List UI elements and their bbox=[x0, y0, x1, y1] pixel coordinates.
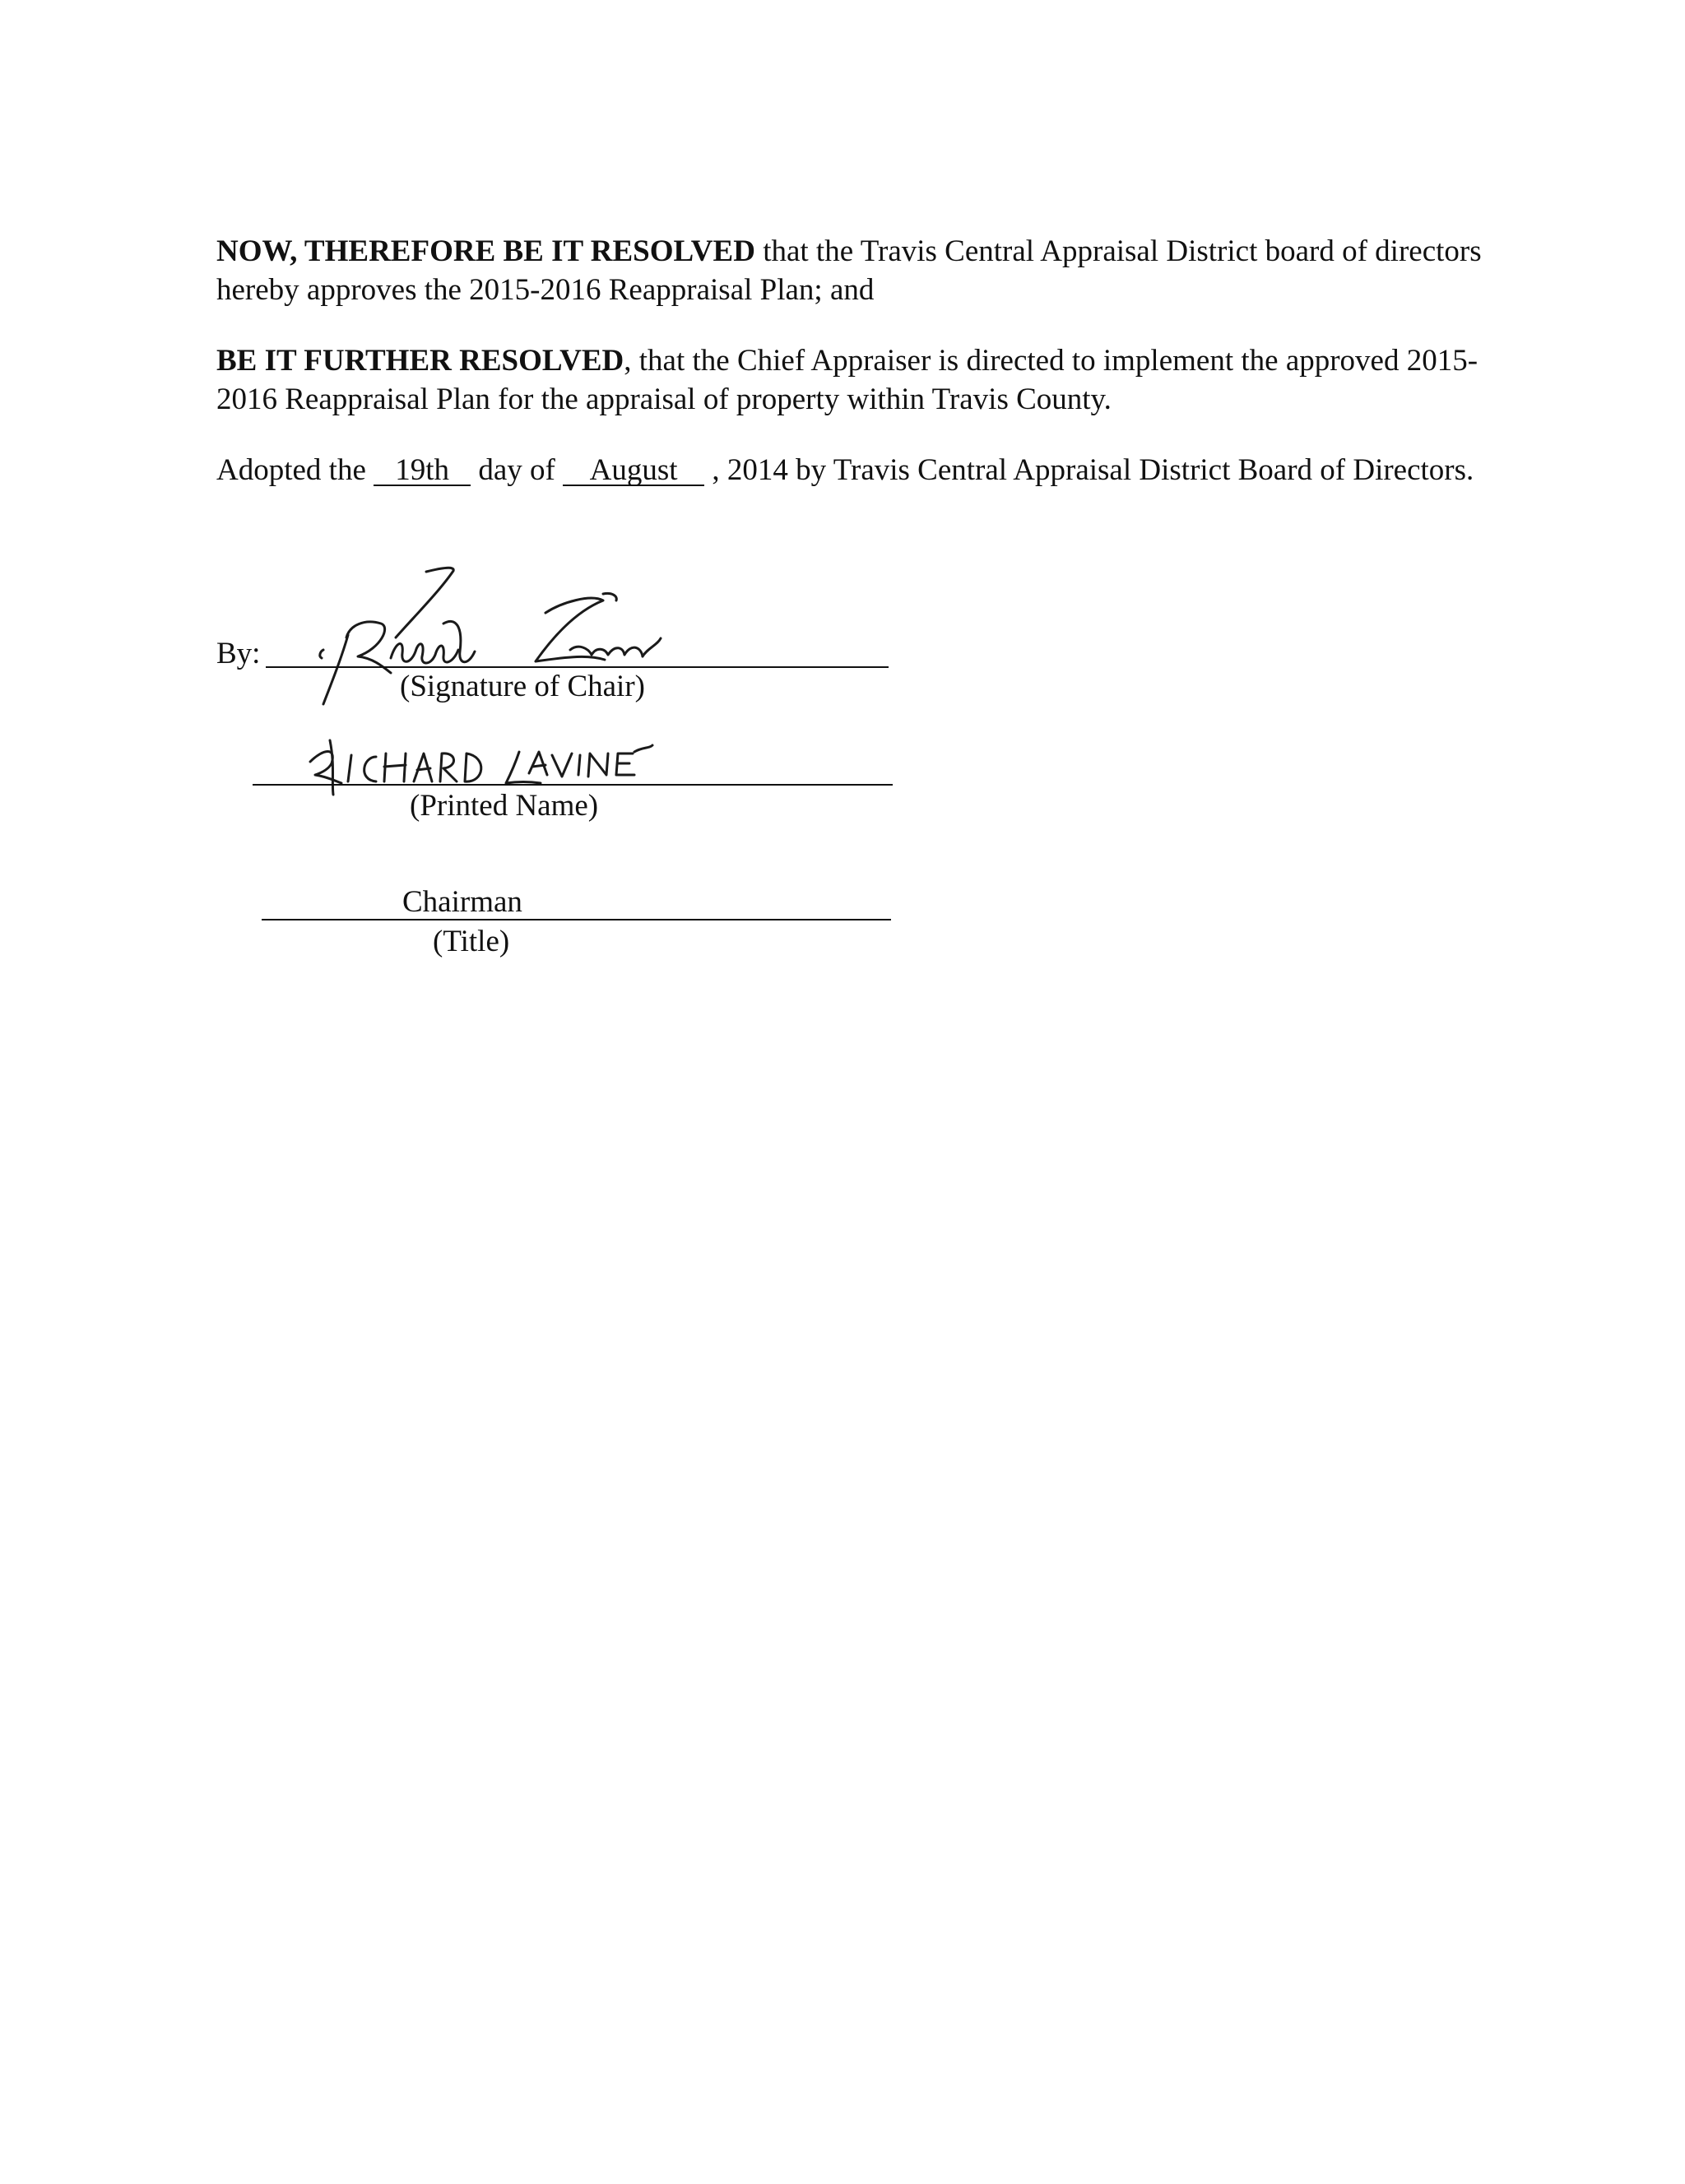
resolution-lead-2: BE IT FURTHER RESOLVED bbox=[216, 344, 624, 378]
adoption-day-of: day of bbox=[471, 453, 564, 487]
adoption-prefix: Adopted the bbox=[216, 453, 374, 487]
adoption-day-field: 19th bbox=[374, 457, 471, 486]
resolution-lead-1: NOW, THEREFORE BE IT RESOLVED bbox=[216, 234, 755, 268]
title-caption: (Title) bbox=[433, 925, 510, 958]
signature-caption: (Signature of Chair) bbox=[400, 670, 645, 703]
adoption-suffix: , 2014 by Travis Central Appraisal District Board of Directors. bbox=[704, 453, 1474, 487]
signature-block bbox=[216, 559, 957, 987]
title-line bbox=[262, 919, 891, 920]
adoption-paragraph bbox=[216, 451, 1500, 489]
resolution-text-1: that the Travis Central Appraisal District board of directors hereby approves the 2015-2016 Reappraisal Plan; and bbox=[216, 234, 1482, 307]
printed-name-line bbox=[253, 784, 893, 786]
handwritten-printed-name bbox=[290, 716, 751, 798]
resolution-paragraph-1 bbox=[216, 232, 1500, 309]
resolution-paragraph-2 bbox=[216, 341, 1500, 419]
by-label: By: bbox=[216, 637, 261, 670]
printed-name-caption: (Printed Name) bbox=[410, 789, 599, 823]
title-value: Chairman bbox=[402, 885, 522, 919]
resolution-text-2: , that the Chief Appraiser is directed to implement the approved 2015-2016 Reappraisal Plan for the appraisal of property within Travis County. bbox=[216, 344, 1478, 416]
signature-line bbox=[266, 666, 889, 668]
adoption-month-field: August bbox=[563, 457, 704, 486]
